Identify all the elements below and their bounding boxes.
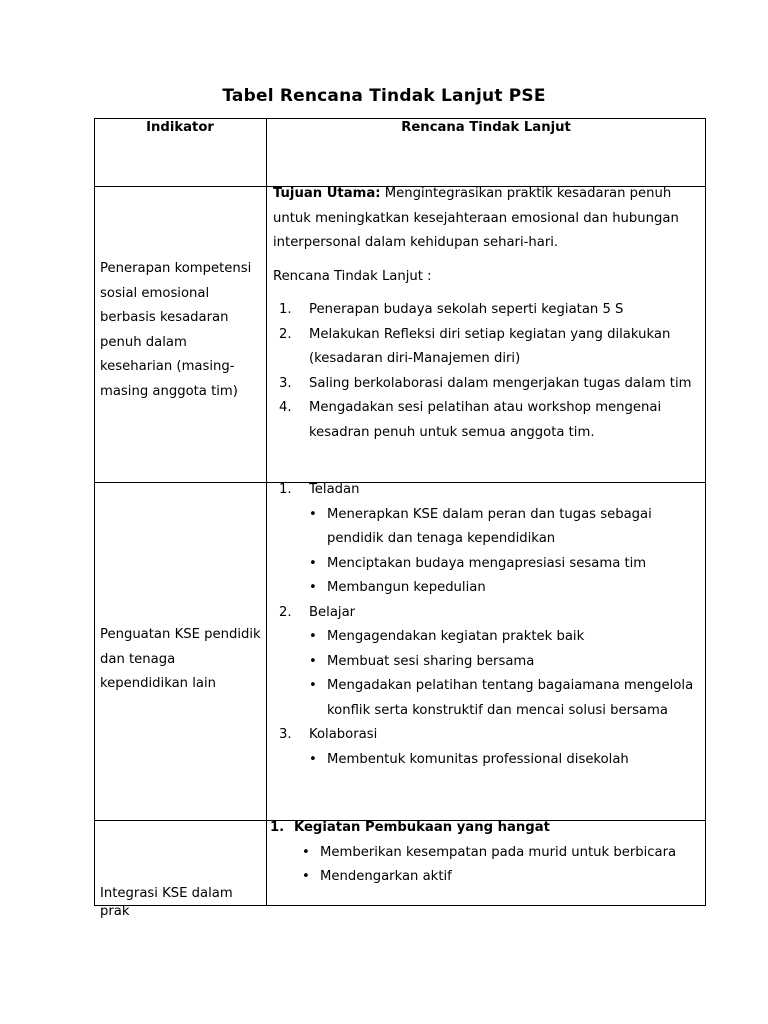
list-item: • Menerapkan KSE dalam peran dan tugas sebagai pendidik dan tenaga kependidikan [309, 506, 652, 546]
list-item: • Mendengarkan aktif [302, 869, 452, 884]
list-item: • Membentuk komunitas professional disekolah [309, 751, 629, 767]
table-border-left [94, 118, 95, 906]
list-item: • Membangun kepedulian [309, 580, 486, 595]
header-indikator: Indikator [146, 120, 214, 135]
list-item: • Membuat sesi sharing bersama [309, 653, 535, 669]
row1-plan [273, 182, 701, 445]
list-item: • Mengagendakan kegiatan praktek baik [309, 629, 585, 644]
goal-text: Mengintegrasikan praktik kesadaran penuh untuk meningkatkan kesejahteraan emosional dan hubungan interpersonal dalam kehidupan sehari-hari. [273, 186, 679, 250]
page-title: Tabel Rencana Tindak Lanjut PSE [222, 86, 546, 106]
list-item: 4. Mengadakan sesi pelatihan atau workshop mengenai kesadran penuh untuk semua anggota tim. [279, 400, 662, 440]
table-border-right [705, 118, 706, 906]
row1-indicator: Penerapan kompetensi sosial emosional berbasis kesadaran penuh dalam keseharian (masing-masing anggota tim) [100, 261, 252, 399]
group-kolaborasi: 3. Kolaborasi [279, 727, 378, 742]
header-rencana: Rencana Tindak Lanjut [401, 120, 571, 135]
row2-indicator: Penguatan KSE pendidik dan tenaga kependidikan lain [100, 627, 261, 691]
list-item: 2. Melakukan Refleksi diri setiap kegiatan yang dilakukan (kesadaran diri-Manajemen diri) [279, 326, 671, 366]
table-divider-column [266, 118, 267, 906]
group-teladan: 1. Teladan [279, 482, 360, 497]
list-item: 1. Penerapan budaya sekolah seperti kegiatan 5 S [279, 302, 624, 317]
list-item: 3. Saling berkolaborasi dalam mengerjakan tugas dalam tim [279, 375, 692, 391]
row1-goal [273, 182, 701, 256]
group-pembukaan: 1. Kegiatan Pembukaan yang hangat [270, 820, 550, 835]
list-item: • Menciptakan budaya mengapresiasi sesama tim [309, 555, 647, 571]
goal-label: Tujuan Utama: [273, 186, 381, 201]
list-item: • Mengadakan pelatihan tentang bagaiamana mengelola konflik serta konstruktif dan mencai solusi bersama [309, 678, 694, 718]
row1-list [273, 298, 701, 445]
rtl-table [94, 118, 706, 919]
row1-plan-label: Rencana Tindak Lanjut : [273, 268, 432, 284]
list-item: • Memberikan kesempatan pada murid untuk berbicara [302, 844, 677, 860]
row2-plan [273, 478, 701, 772]
group-belajar: 2. Belajar [279, 604, 356, 620]
row3-indicator: Integrasi KSE dalam prak [100, 886, 233, 919]
row3-plan [270, 816, 702, 890]
